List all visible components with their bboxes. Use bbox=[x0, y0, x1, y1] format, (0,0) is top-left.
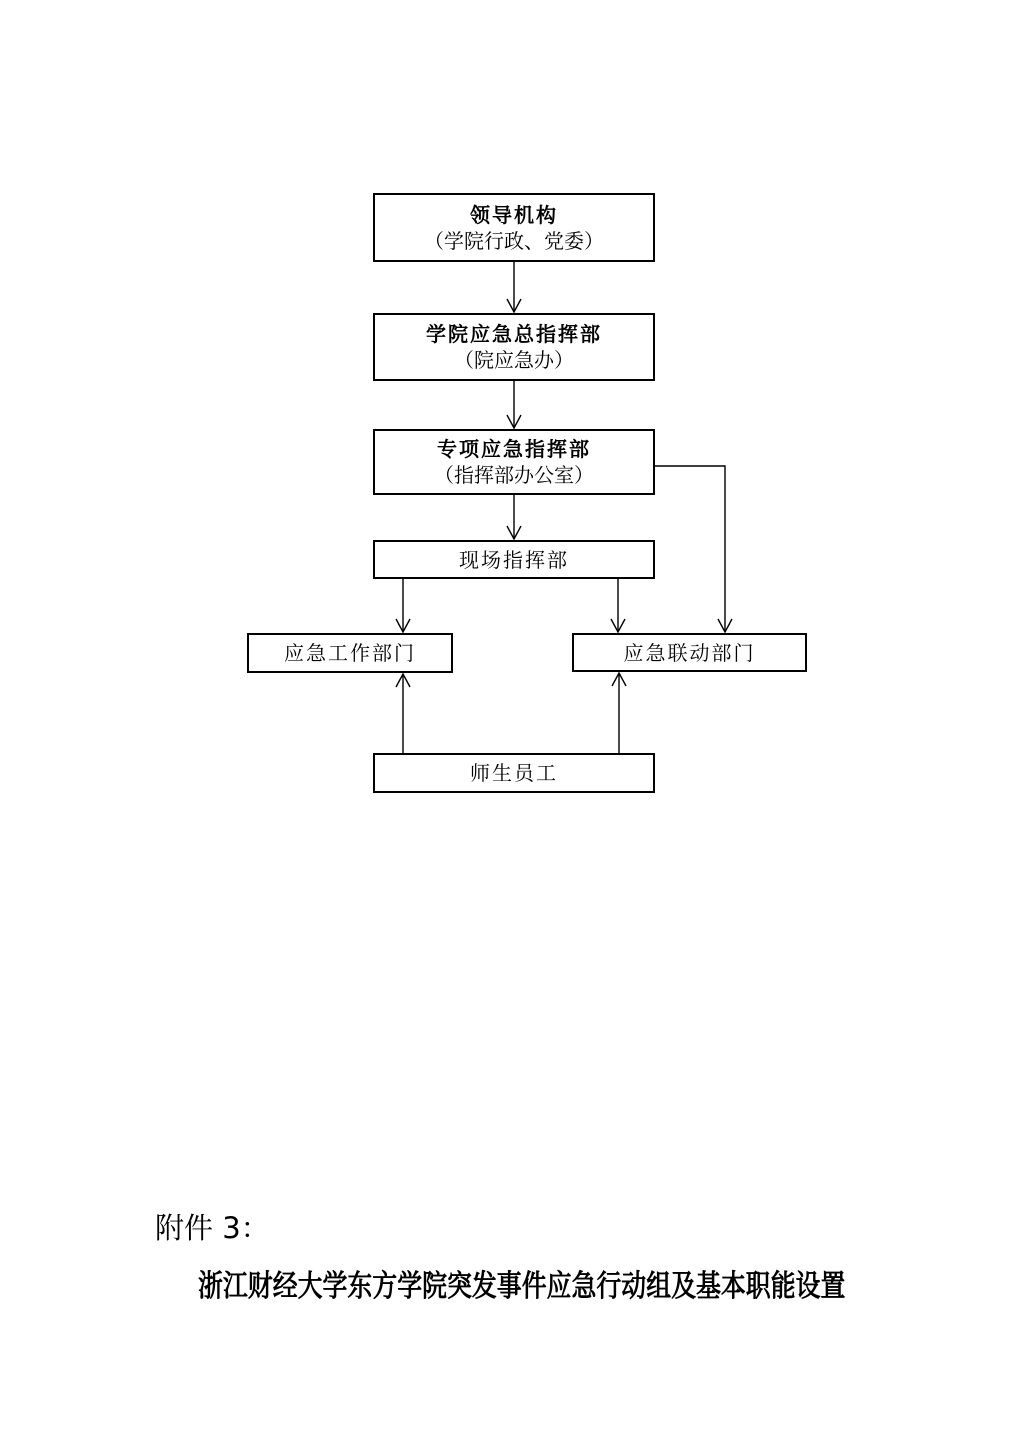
node-leader-subtitle: （学院行政、党委） bbox=[424, 228, 604, 253]
node-link-title: 应急联动部门 bbox=[623, 640, 756, 665]
node-scene-title: 现场指挥部 bbox=[459, 547, 569, 572]
arrowhead-up-link bbox=[612, 673, 626, 686]
arrowhead-up-work bbox=[396, 674, 410, 687]
node-leader-title: 领导机构 bbox=[470, 202, 558, 227]
node-special-title: 专项应急指挥部 bbox=[437, 437, 591, 461]
node-special-subtitle: （指挥部办公室） bbox=[434, 463, 594, 487]
arrowhead-down-link-1 bbox=[611, 619, 625, 632]
flowchart-node-special bbox=[373, 429, 655, 495]
flowchart-node-hq bbox=[373, 313, 655, 381]
flowchart-node-leader bbox=[373, 193, 655, 262]
flowchart-node-scene bbox=[373, 540, 655, 579]
flowchart-node-staff bbox=[373, 753, 655, 793]
arrowhead-down-hq bbox=[507, 299, 521, 312]
connector-special-link bbox=[655, 466, 725, 631]
arrowhead-down-work bbox=[396, 619, 410, 632]
arrowhead-down-special bbox=[507, 415, 521, 428]
flowchart-node-work bbox=[247, 633, 453, 673]
flowchart-node-link bbox=[572, 633, 807, 672]
node-work-title: 应急工作部门 bbox=[284, 641, 416, 665]
attachment-label: 附件 3： bbox=[155, 1211, 270, 1245]
document-title: 浙江财经大学东方学院突发事件应急行动组及基本职能设置 bbox=[198, 1269, 846, 1304]
node-staff-title: 师生员工 bbox=[470, 761, 558, 785]
node-hq-subtitle: （院应急办） bbox=[454, 348, 574, 372]
arrowhead-down-scene bbox=[507, 526, 521, 539]
arrowhead-down-link-2 bbox=[718, 619, 732, 632]
node-hq-title: 学院应急总指挥部 bbox=[426, 322, 602, 346]
